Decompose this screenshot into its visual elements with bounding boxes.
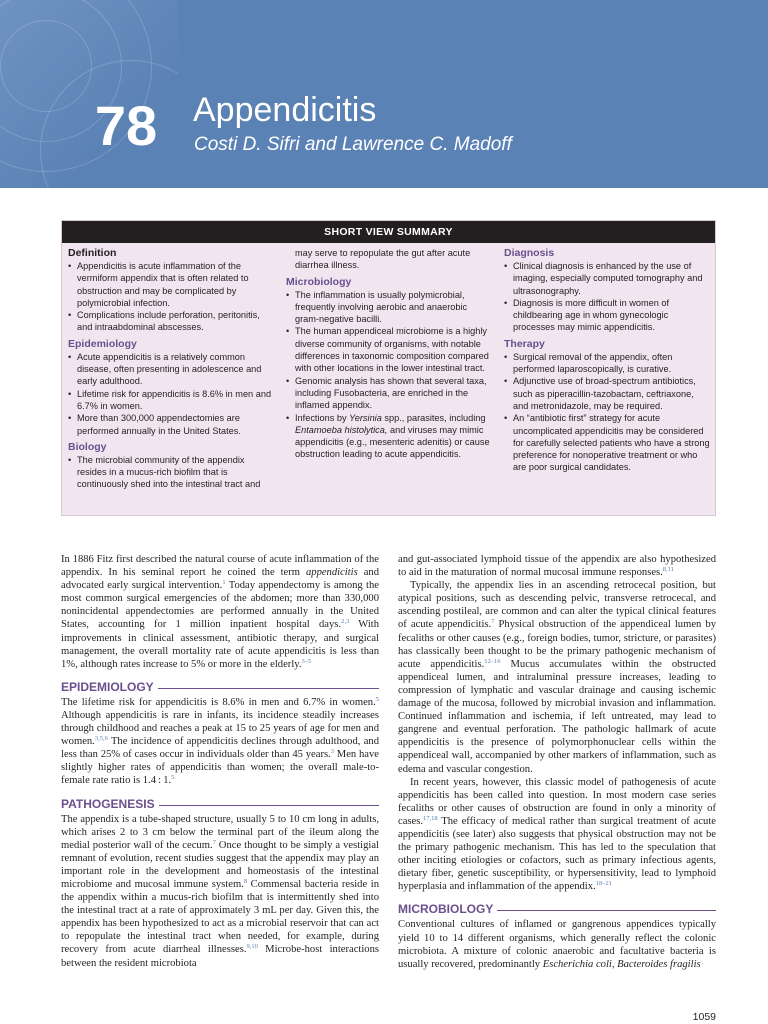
summary-therapy-heading: Therapy — [504, 337, 545, 350]
body-column-left — [61, 553, 379, 970]
epidemiology-paragraph — [61, 696, 379, 788]
intro-paragraph — [61, 553, 379, 671]
text-run: The incidence of appendicitis declines through adulthood, and less than 25% of cases occur in individuals older than 45 years. — [61, 736, 379, 761]
chapter-authors: Costi D. Sifri and Lawrence C. Madoff — [194, 134, 512, 155]
summary-epidemiology-heading: Epidemiology — [68, 337, 137, 350]
summary-diagnosis-list — [504, 260, 710, 334]
section-title: PATHOGENESIS — [61, 796, 155, 811]
citation[interactable]: 5 — [375, 695, 379, 703]
text-run: Although appendicitis is rare in infants, its incidence steadily increases through childhood and reaches a peak at 15 to 25 years of age for men and women. — [61, 709, 379, 748]
body-column-right — [398, 553, 716, 971]
text-run: Microbe-host interactions between the resident microbiota — [61, 944, 380, 969]
chapter-number: 78 — [94, 94, 158, 157]
list-item: • The microbial community of the appendix resides in a mucus-rich biofilm that is continuously shed into the intestinal tract and — [68, 454, 274, 491]
summary-biology-continued: may serve to repopulate the gut after acute diarrhea illness. — [295, 248, 471, 271]
text-run: In 1886 Fitz first described the natural course of acute inflammation of the appendix. In his seminal report he coined the term — [61, 554, 379, 579]
summary-definition-list — [68, 260, 274, 334]
list-item: • The inflammation is usually polymicrobial, frequently involving aerobic and anaerobic gram-negative bacilli. — [286, 289, 490, 326]
summary-biology-heading: Biology — [68, 440, 107, 453]
summary-diagnosis-heading: Diagnosis — [504, 247, 555, 259]
list-item: • Lifetime risk for appendicitis is 8.6% in men and 6.7% in women. — [68, 388, 274, 413]
summary-microbiology-list — [286, 289, 490, 461]
term: appendicitis — [305, 567, 358, 579]
summary-definition-heading: Definition — [68, 247, 117, 259]
summary-therapy-list — [504, 351, 710, 474]
text-run: The appendix is a tube-shaped structure, usually 5 to 10 cm long in adults, which arises 2 to 3 cm below the terminal part of the ileum along the medial posterior wall of the cecum. — [61, 813, 379, 851]
chapter-title: Appendicitis — [193, 91, 377, 129]
text-run: Physical obstruction of the appendiceal lumen by fecaliths or other causes (e.g., foreign bodies, tumor, stricture, or parasites) has classically been thought to be the primary pathogenic mechanism of acute appendicitis. — [398, 619, 717, 670]
citation[interactable]: 1 — [222, 579, 226, 587]
section-title: MICROBIOLOGY — [398, 902, 494, 917]
text-run: In recent years, however, this classic model of pathogenesis of acute appendicitis has been called into question. In most modern case series fecaliths or other causes of obstruction are found in only a minority of cases. — [398, 776, 716, 827]
microbiology-paragraph — [398, 918, 716, 970]
organism-name: Escherichia coli, Bacteroides fragilis — [542, 958, 701, 970]
section-rule — [497, 910, 716, 911]
summary-epidemiology-list — [68, 351, 274, 437]
text-run: Infections by — [295, 412, 350, 423]
summary-biology-list — [68, 454, 274, 491]
citation[interactable]: 3 — [330, 748, 335, 756]
text-run: and advocated early surgical intervention. — [61, 567, 380, 592]
summary-column-1 — [68, 247, 274, 491]
citation[interactable]: 5 — [171, 774, 175, 782]
text-run: Commensal bacteria reside in the appendix within a mucus-rich biofilm that is intermittently shed into the intestinal tract at a rate of approximately 3 mL per day. Given this, the appendix has been hypothesized to act as a microbial reservoir that can act to repopulate the intestinal tract when needed, for example, during recovery from acute diarrheal illnesses. — [61, 878, 379, 956]
text-run: Conventional cultures of inflamed or gangrenous appendices typically yield 10 to 14 different organisms, which generally reflect the colonic microbiota. A mixture of colonic anaerobic and facultative bacteria is usually recovered, predominantly — [398, 919, 716, 970]
section-heading-microbiology — [398, 901, 716, 917]
citation[interactable]: 3–5 — [301, 657, 312, 665]
list-item — [286, 412, 490, 461]
summary-microbiology-heading: Microbiology — [286, 275, 352, 288]
citation[interactable]: 8 — [243, 877, 248, 885]
text-run: The efficacy of medical rather than surgical treatment of acute appendicitis (see later) also suggests that physical obstruction may not be the primary pathogenic mechanism. This has led to the speculation that other inciting etiologies or cofactors, such as primary infectious agents, dietary fiber, genetic susceptibility, or hypersensitivity, lead to lymphoid hyperplasia and inflammation of the appendix. — [398, 815, 716, 893]
list-item: • The human appendiceal microbiome is a highly diverse community of organisms, with notable differences in taxonomic composition compared with other locations in the lower intestinal tract. — [286, 325, 490, 374]
text-run: and viruses may mimic appendicitis (e.g., mesenteric adenitis) or cause obstruction leading to acute appendicitis. — [295, 424, 490, 460]
text-run: and gut-associated lymphoid tissue of the appendix are also hypothesized to aid in the maturation of normal mucosal immune responses. — [398, 554, 716, 579]
text-run: Men have slightly higher rates of appendicitis than women; the overall male-to-female rate ratio is 1.4 : 1. — [61, 749, 379, 787]
text-run: With improvements in clinical assessment, antibiotic therapy, and surgical management, the overall mortality rate of acute appendicitis is less than 1%, although rates increase to 5% or more in the elderly. — [61, 619, 379, 670]
citation[interactable]: 2,3 — [341, 618, 350, 626]
text-run: The lifetime risk for appendicitis is 8.6% in men and 6.7% in women. — [61, 696, 376, 708]
summary-heading: SHORT VIEW SUMMARY — [62, 221, 715, 243]
organism-name: Entamoeba histolytica, — [295, 424, 388, 435]
pathogenesis-paragraph — [61, 813, 379, 970]
citation[interactable]: 17,18 — [423, 814, 438, 822]
section-rule — [159, 805, 379, 806]
paragraph — [398, 579, 716, 775]
list-item: • An “antibiotic first” strategy for acute uncomplicated appendicitis may be considered for carefully selected patients who have a strong preference for nonoperative treatment or who are poor surgical candidates. — [504, 412, 710, 473]
section-heading-pathogenesis — [61, 796, 379, 812]
list-item: • Complications include perforation, peritonitis, and intraabdominal abscesses. — [68, 309, 274, 334]
list-item: • Appendicitis is acute inflammation of the vermiform appendix that is often related to obstruction and may be complicated by polymicrobial infection. — [68, 260, 274, 309]
citation[interactable]: 9,10 — [246, 943, 258, 951]
citation[interactable]: 7 — [212, 838, 216, 846]
citation[interactable]: 3,5,6 — [94, 735, 108, 743]
paragraph — [398, 553, 716, 579]
paragraph — [398, 776, 716, 894]
citation[interactable]: 7 — [491, 618, 495, 626]
citation[interactable]: 12–16 — [484, 657, 501, 665]
list-item: • Adjunctive use of broad-spectrum antibiotics, such as piperacillin-tazobactam, ceftriaxone, and metronidazole, may be required. — [504, 375, 710, 412]
section-rule — [158, 688, 379, 689]
list-item: • Genomic analysis has shown that several taxa, including Fusobacteria, are enriched in the inflamed appendix. — [286, 375, 490, 412]
citation[interactable]: 18–21 — [595, 880, 612, 888]
text-run: Today appendectomy is among the most common surgical emergencies of the abdomen; more than 330,000 nonincidental appendectomies are performed annually in the United States, accounting for 1 million inpatient hospital days. — [61, 580, 379, 631]
short-view-summary — [61, 220, 716, 516]
organism-name: Yersinia — [349, 412, 382, 423]
section-heading-epidemiology — [61, 679, 379, 695]
page-number: 1059 — [692, 1011, 716, 1023]
text-run: Typically, the appendix lies in an ascending retrocecal position, but atypical positions, such as descending pelvic, transverse retrocecal, and ascending postileal, are common and can alter the typical clinical features of acute appendicitis. — [398, 580, 716, 631]
list-item: • Clinical diagnosis is enhanced by the use of imaging, especially computed tomography and ultrasonography. — [504, 260, 710, 297]
chapter-header — [0, 0, 768, 188]
text-run: Once thought to be simply a vestigial remnant of evolution, recent studies suggest that the appendix may play an important role in the development and homeostasis of the intestinal microbiome and mucosal immune system. — [61, 839, 379, 890]
list-item: • More than 300,000 appendectomies are performed annually in the United States. — [68, 412, 274, 437]
summary-column-3 — [504, 247, 710, 474]
citation[interactable]: 8,11 — [662, 566, 674, 574]
text-run: Mucus accumulates within the obstructed appendiceal lumen, and intraluminal pressure increases, leading to compression of lymphatic and vascular drainage and causing ischemic damage of the mucosa, followed by microbial invasion and inflammation. Continued inflammation and ischemia, if left untreated, may lead to gangrene and eventual perforation. The pathologic hallmark of acute appendicitis is the presence of polymorphonuclear cells within the appendiceal wall, accompanied by other markers of inflammation, such as edema and vascular congestion. — [398, 658, 716, 775]
list-item: • Diagnosis is more difficult in women of childbearing age in whom gynecologic processes may mimic appendicitis. — [504, 297, 710, 334]
summary-column-2 — [286, 247, 490, 461]
list-item: • Surgical removal of the appendix, often performed laparoscopically, is curative. — [504, 351, 710, 376]
section-title: EPIDEMIOLOGY — [61, 679, 154, 694]
text-run: spp., parasites, including — [381, 412, 486, 423]
list-item: • Acute appendicitis is a relatively common disease, often presenting in adolescence and early adulthood. — [68, 351, 274, 388]
